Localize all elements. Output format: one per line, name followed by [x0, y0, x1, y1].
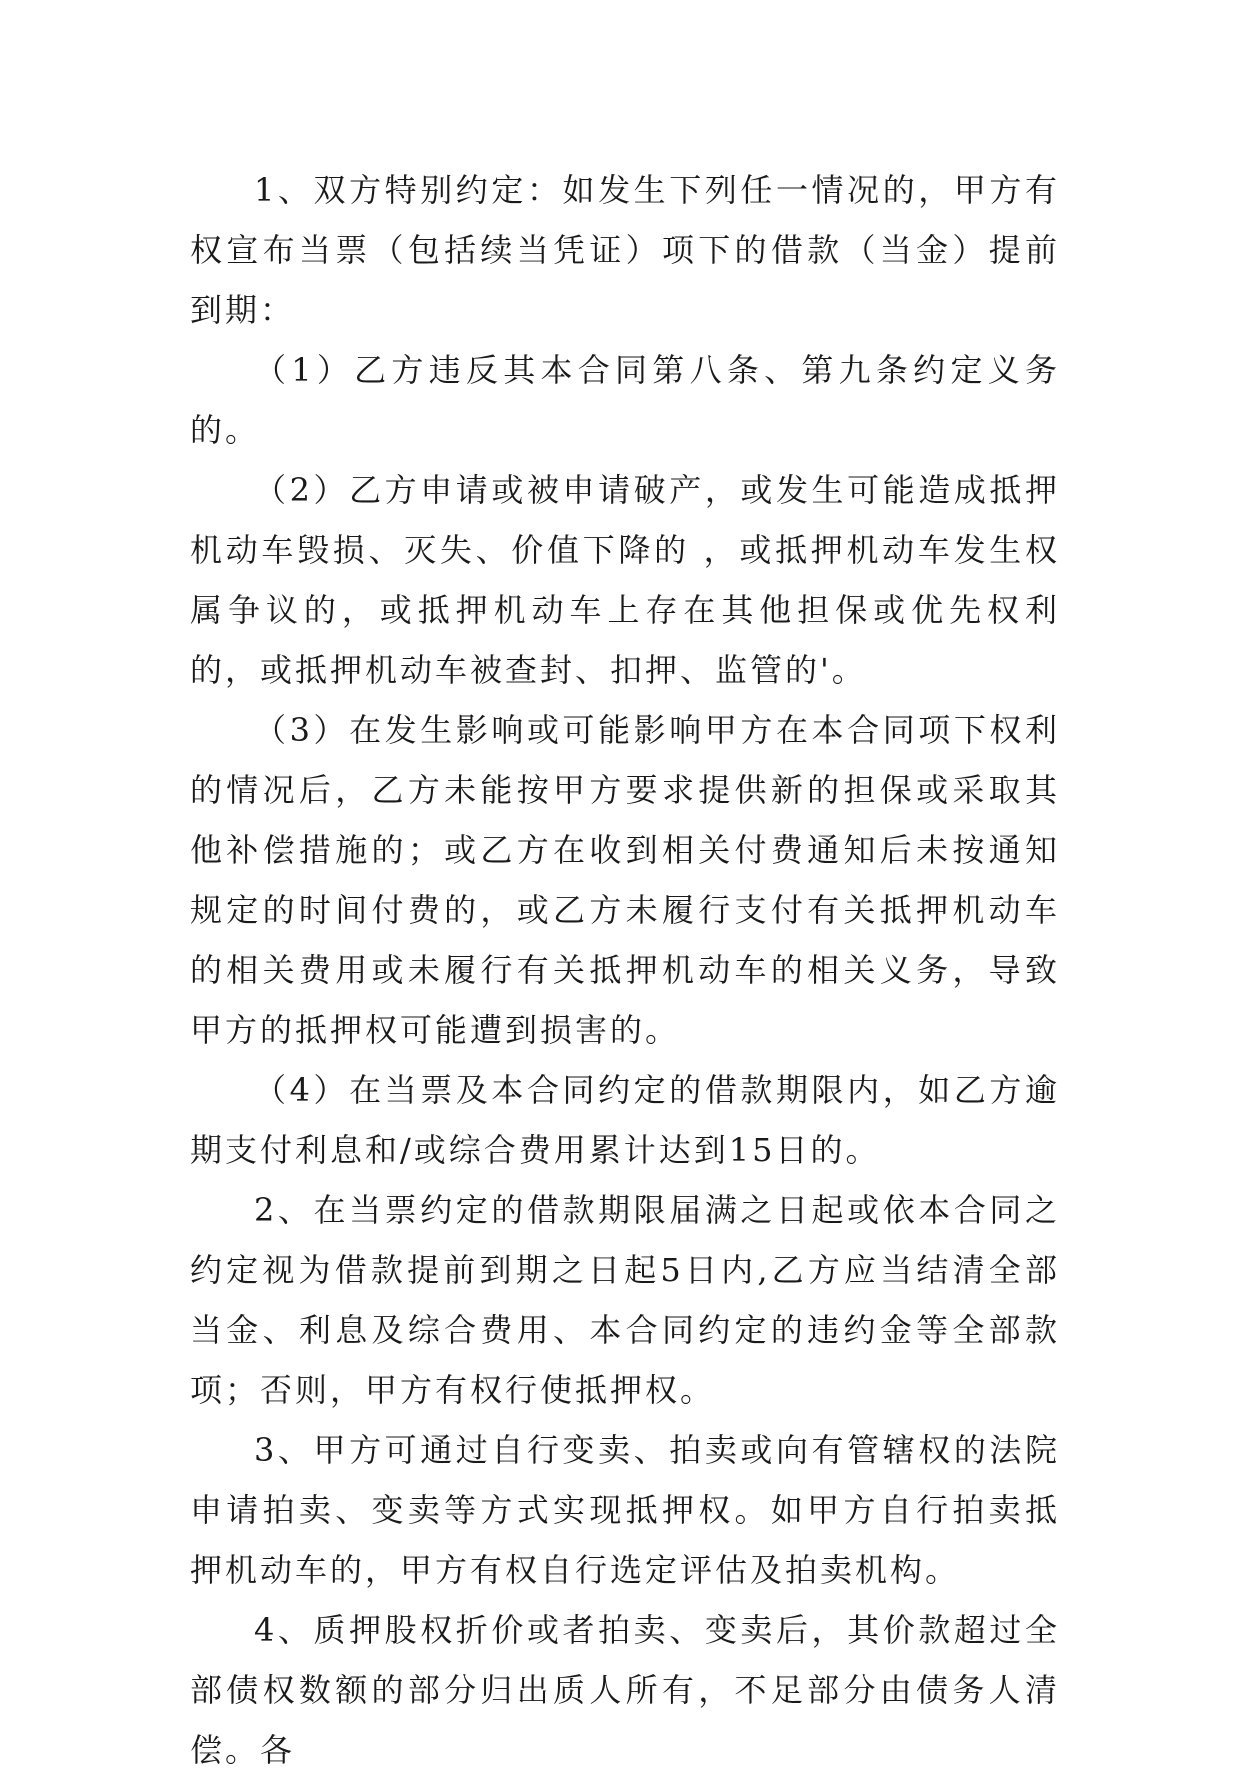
clause-2-paragraph: 2、在当票约定的借款期限届满之日起或依本合同之约定视为借款提前到期之日起5日内,乙方应当结清全部当金、利息及综合费用、本合同约定的违约金等全部款项；否则，甲方有权行使抵押权。 — [190, 1191, 1060, 1409]
clause-3-paragraph: 3、甲方可通过自行变卖、拍卖或向有管辖权的法院申请拍卖、变卖等方式实现抵押权。如甲方自行拍卖抵押机动车的，甲方有权自行选定评估及拍卖机构。 — [190, 1431, 1060, 1589]
document-page — [190, 160, 1060, 1780]
clause-1-item-4-paragraph: （4）在当票及本合同约定的借款期限内，如乙方逾期支付利息和/或综合费用累计达到15日的。 — [190, 1071, 1060, 1169]
clause-1-item-2-paragraph: （2）乙方申请或被申请破产，或发生可能造成抵押机动车毁损、灭失、价值下降的 ，或抵押机动车发生权属争议的，或抵押机动车上存在其他担保或优先权利的，或抵押机动车被查封、扣押、监管的'。 — [190, 471, 1060, 689]
clause-4-paragraph: 4、质押股权折价或者拍卖、变卖后，其价款超过全部债权数额的部分归出质人所有，不足部分由债务人清偿。各 — [190, 1611, 1060, 1769]
clause-1-paragraph: 1、双方特别约定：如发生下列任一情况的，甲方有权宣布当票（包括续当凭证）项下的借款（当金）提前到期： — [190, 171, 1060, 329]
clause-1-item-1-paragraph: （1）乙方违反其本合同第八条、第九条约定义务的。 — [190, 351, 1060, 449]
clause-1-item-3-paragraph: （3）在发生影响或可能影响甲方在本合同项下权利的情况后，乙方未能按甲方要求提供新的担保或采取其他补偿措施的；或乙方在收到相关付费通知后未按通知规定的时间付费的，或乙方未履行支付有关抵押机动车的相关费用或未履行有关抵押机动车的相关义务，导致甲方的抵押权可能遭到损害的。 — [190, 711, 1060, 1049]
